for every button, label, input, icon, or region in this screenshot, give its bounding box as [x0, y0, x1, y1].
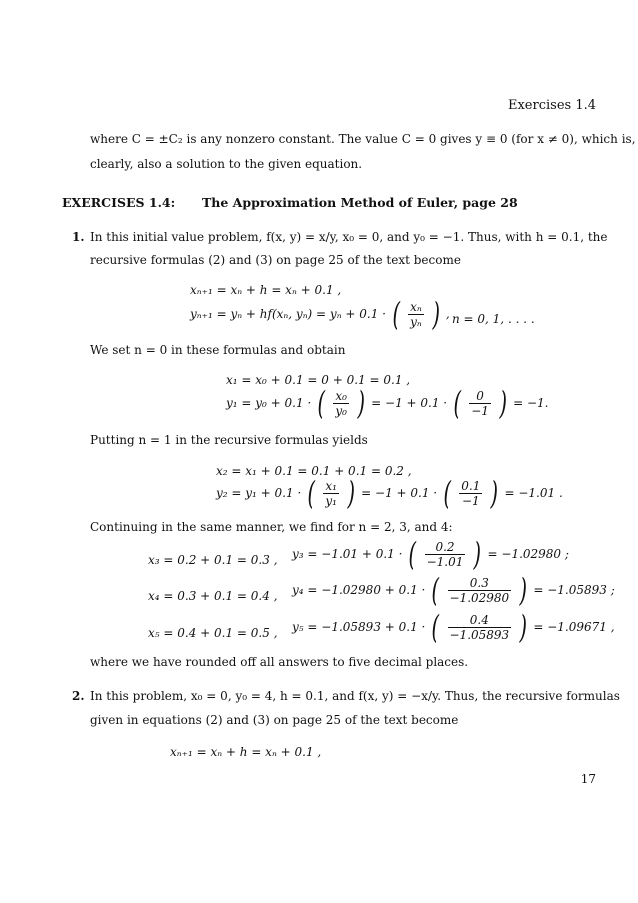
ex1-row-x5: x₅ = 0.4 + 0.1 = 0.5 ,: [148, 626, 278, 640]
fraction-denominator: y₀: [335, 403, 347, 418]
ex1-y1-fraction: [333, 389, 349, 418]
ex1-y1-left: y₁ = y₀ + 0.1 ·: [226, 396, 312, 410]
ex1-put-n1: Putting n = 1 in the recursive formulas yields: [90, 433, 368, 447]
ex2-recursion-x: xₙ₊₁ = xₙ + h = xₙ + 0.1 ,: [170, 745, 322, 759]
ex1-rounded-note: where we have rounded off all answers to five decimal places.: [90, 655, 469, 669]
right-paren-icon: ): [499, 384, 507, 422]
fraction-denominator: −1.05893: [449, 627, 510, 642]
page-number: 17: [580, 772, 596, 786]
ex1-y2: [216, 474, 563, 512]
row-fraction: [425, 540, 466, 569]
left-paren-icon: (: [317, 384, 326, 422]
ex1-recursion-y: [190, 295, 450, 333]
intro-line-1: where C = ±C₂ is any nonzero constant. The value C = 0 gives y ≡ 0 (for x ≠ 0), which is,: [90, 132, 636, 146]
intro-line-2: clearly, also a solution to the given equation.: [90, 157, 363, 171]
fraction-numerator: 0.4: [448, 613, 512, 628]
fraction-denominator: −1.01: [426, 554, 464, 569]
running-header: Exercises 1.4: [507, 98, 596, 113]
right-paren-icon: ): [357, 384, 365, 422]
ex1-continuing: Continuing in the same manner, we find for n = 2, 3, and 4:: [90, 520, 453, 534]
left-paren-icon: (: [431, 571, 440, 609]
ex1-paragraph-line-1: In this initial value problem, f(x, y) = x/y, x₀ = 0, and y₀ = −1. Thus, with h = 0.1, the: [90, 230, 608, 244]
fraction-numerator: 0.3: [448, 576, 512, 591]
ex1-y2-left: y₂ = y₁ + 0.1 ·: [216, 486, 302, 500]
row-y-right: = −1.09671 ,: [533, 620, 615, 634]
fraction-numerator: x₀: [333, 389, 349, 404]
ex1-y2-fraction-2: [459, 479, 482, 508]
section-title: The Approximation Method of Euler, page 28: [201, 195, 518, 210]
section-heading: [62, 195, 518, 210]
row-y-right: = −1.05893 ;: [533, 583, 615, 597]
fraction-denominator: yₙ: [410, 314, 422, 329]
ex2-number: 2.: [72, 689, 85, 703]
ex1-y2-fraction: [323, 479, 339, 508]
section-label: EXERCISES 1.4:: [62, 195, 176, 210]
fraction-denominator: −1.02980: [449, 590, 510, 605]
fraction-numerator: xₙ: [408, 300, 424, 315]
right-paren-icon: ): [490, 474, 499, 512]
row-y-left: y₄ = −1.02980 + 0.1 ·: [292, 583, 426, 597]
right-paren-icon: ): [473, 535, 482, 573]
ex1-recursion-y-left: yₙ₊₁ = yₙ + hf(xₙ, yₙ) = yₙ + 0.1 ·: [190, 307, 386, 321]
ex1-recursion-x: xₙ₊₁ = xₙ + h = xₙ + 0.1 ,: [190, 283, 342, 297]
left-paren-icon: (: [307, 474, 316, 512]
left-paren-icon: (: [392, 295, 400, 333]
ex1-y1-right: = −1.: [513, 396, 549, 410]
ex1-x1: x₁ = x₀ + 0.1 = 0 + 0.1 = 0.1 ,: [226, 373, 411, 387]
ex1-row-y5: [292, 608, 615, 646]
right-paren-icon: ): [519, 571, 528, 609]
ex1-set-n0: We set n = 0 in these formulas and obtain: [90, 343, 346, 357]
row-y-left: y₅ = −1.05893 + 0.1 ·: [292, 620, 426, 634]
fraction-numerator: 0.2: [425, 540, 466, 555]
left-paren-icon: (: [431, 608, 440, 646]
ex2-paragraph-line-1: In this problem, x₀ = 0, y₀ = 4, h = 0.1, and f(x, y) = −x/y. Thus, the recursive formulas: [90, 689, 620, 703]
row-y-right: = −1.02980 ;: [487, 547, 569, 561]
ex1-y1-fraction-2: [469, 389, 491, 418]
ex1-y2-right: = −1.01 .: [504, 486, 563, 500]
ex1-row-y4: [292, 571, 615, 609]
fraction-numerator: x₁: [323, 479, 339, 494]
row-fraction: [448, 576, 512, 605]
left-paren-icon: (: [408, 535, 417, 573]
right-paren-icon: ): [432, 295, 440, 333]
right-paren-icon: ): [519, 608, 528, 646]
ex1-y2-mid: = −1 + 0.1 ·: [361, 486, 438, 500]
fraction-denominator: −1: [471, 403, 489, 418]
left-paren-icon: (: [443, 474, 451, 512]
ex1-recursion-y-right: ,: [445, 307, 450, 321]
ex1-row-x4: x₄ = 0.3 + 0.1 = 0.4 ,: [148, 589, 278, 603]
ex1-y1-mid: = −1 + 0.1 ·: [371, 396, 448, 410]
ex1-paragraph-line-2: recursive formulas (2) and (3) on page 25 of the text become: [90, 253, 461, 267]
ex1-y1: [226, 384, 549, 422]
left-paren-icon: (: [453, 384, 461, 422]
fraction-numerator: 0: [469, 389, 491, 404]
ex1-row-x3: x₃ = 0.2 + 0.1 = 0.3 ,: [148, 553, 278, 567]
ex2-paragraph-line-2: given in equations (2) and (3) on page 25 of the text become: [90, 713, 459, 727]
fraction-numerator: 0.1: [461, 478, 481, 493]
fraction-denominator: −1: [461, 493, 480, 508]
ex1-recursion-fraction: [408, 300, 424, 329]
ex1-row-y3: [292, 535, 569, 573]
ex1-number: 1.: [72, 230, 85, 244]
row-fraction: [448, 613, 512, 642]
ex1-recursion-range: n = 0, 1, . . . .: [452, 312, 535, 326]
right-paren-icon: ): [347, 474, 355, 512]
row-y-left: y₃ = −1.01 + 0.1 ·: [292, 547, 403, 561]
fraction-denominator: y₁: [325, 493, 337, 508]
ex1-x2: x₂ = x₁ + 0.1 = 0.1 + 0.1 = 0.2 ,: [216, 464, 412, 478]
